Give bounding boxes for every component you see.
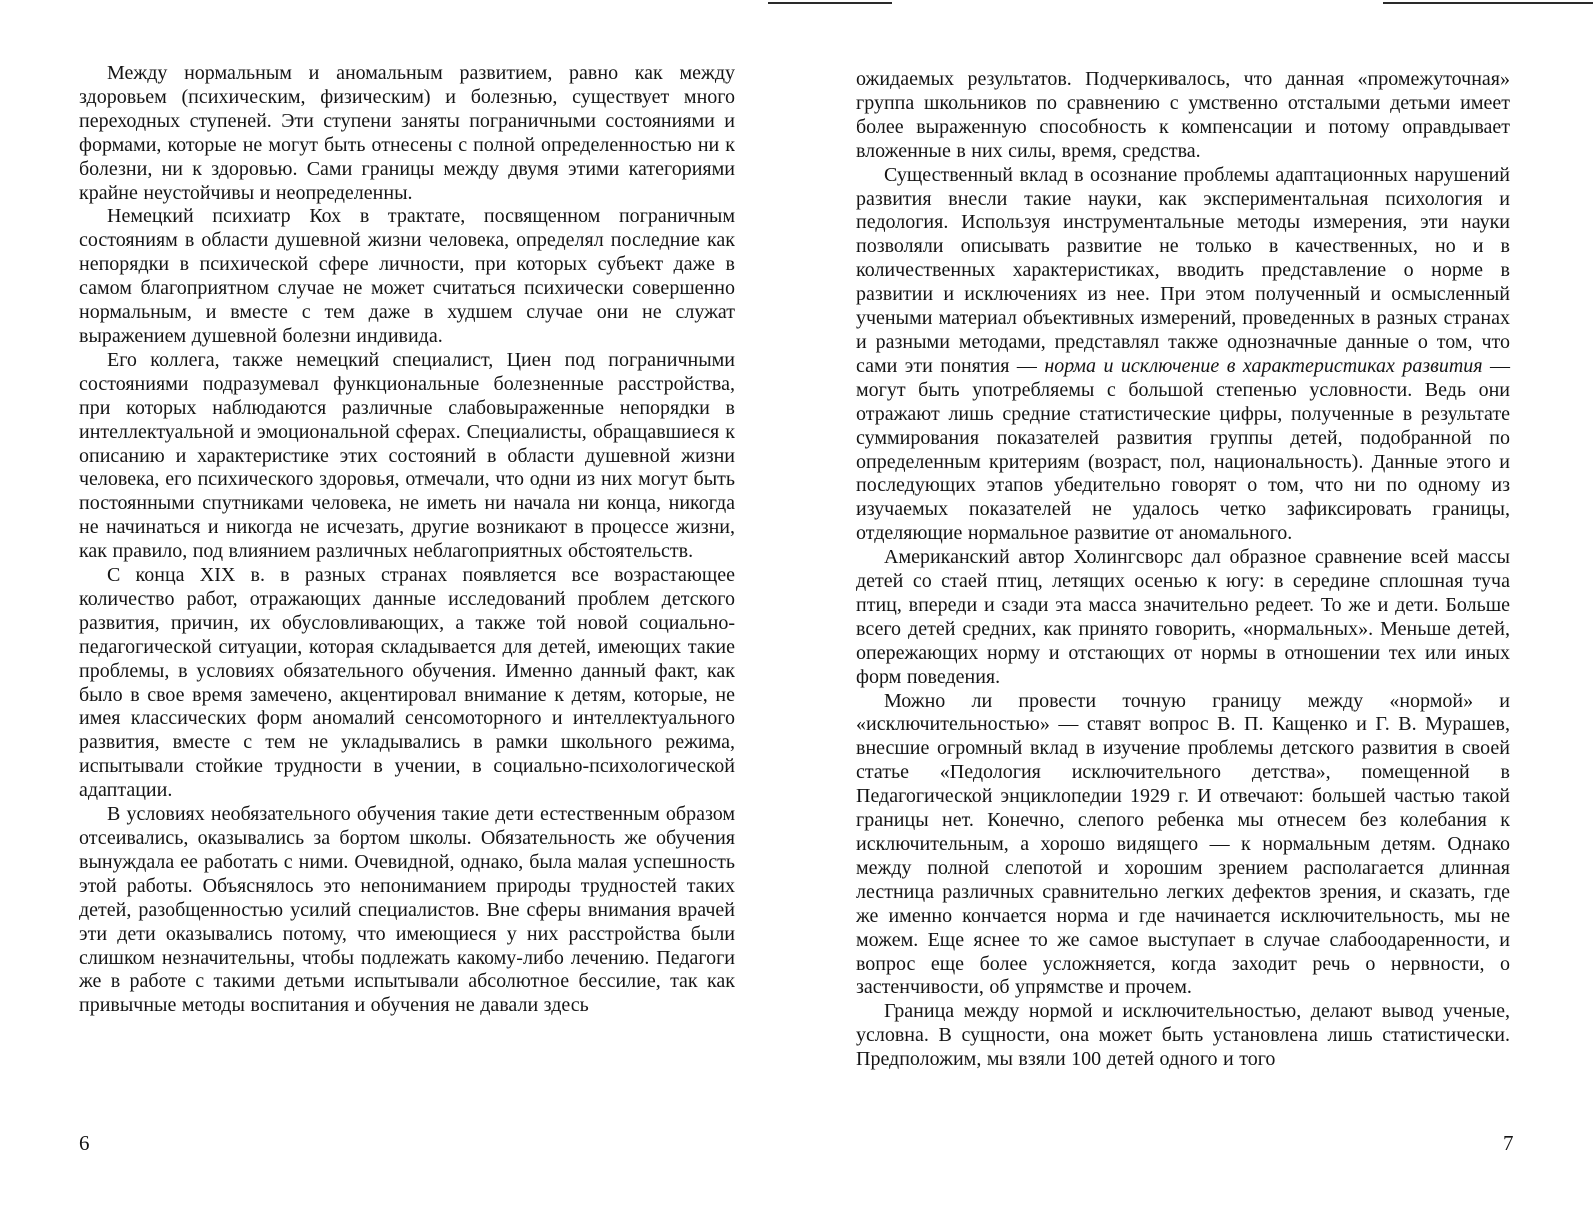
paragraph: Американский автор Холингсворс дал образное сравнение всей массы детей со стаей птиц, летящих осенью к югу: в середине сплошная туча птиц, впереди и сзади эта масса значительно редеет. То же и дети. Больше всего детей средних, как принято говорить, «нормальных». Меньше детей, опережающих норму и отстающих от нормы в отношении тех или иных форм поведения. [856,546,1510,688]
left-page [0,0,796,1205]
paragraph: Немецкий психиатр Кох в трактате, посвященном пограничным состояниям в области душевной жизни человека, определял последние как непорядки в психической сфере личности, при которых субъект даже в самом благоприятном случае не может считаться психически совершенно нормальным, и вместе с тем даже в худшем случае они не служат выражением душевной болезни индивида. [79,205,735,347]
left-page-text [79,62,735,1018]
emphasis-text: норма и исключение в характеристиках развития [1044,354,1483,377]
paragraph: С конца XIX в. в разных странах появляется все возрастающее количество работ, отражающих данные исследований проблем детского развития, причин, их обусловливающих, а также той новой социально-педагогической ситуации, которая складывается для детей, имеющих такие проблемы, в условиях обязательного обучения. Именно данный факт, как было в свое время замечено, акцентировал внимание к детям, которые, не имея классических форм аномалий сенсомоторного и интеллектуального развития, вместе с тем не укладывались в рамки школьного режима, испытывали стойкие трудности в учении, в социально-психологической адаптации. [79,564,735,802]
paragraph: В условиях необязательного обучения такие дети естественным образом отсеивались, оказывались за бортом школы. Обязательность же обучения вынуждала ее работать с ними. Очевидной, однако, была малая успешность этой работы. Объяснялось это непониманием природы трудностей таких детей, разобщенностью усилий специалистов. Вне сферы внимания врачей эти дети оказывались потому, что имеющиеся у них расстройства были слишком незначительны, чтобы подлежать какому-либо лечению. Педагоги же в работе с такими детьми испытывали абсолютное бессилие, так как привычные методы воспитания и обучения не давали здесь [79,803,735,1017]
paragraph-with-emphasis [856,164,1510,547]
right-page [796,0,1593,1205]
paragraph-text: — могут быть употребляемы с большой степенью условности. Ведь они отражают лишь средние статистические цифры, полученные в результате суммирования показателей развития группы детей, подобранной по определенным критериям (возраст, пол, национальность). Данные этого и последующих этапов убедительно говорят о том, что ни по одному из изучаемых показателей не удалось четко зафиксировать границы, отделяющие нормальное развитие от аномального. [856,354,1510,545]
page-number: 7 [1503,1131,1514,1155]
paragraph-text: Существенный вклад в осознание проблемы адаптационных нарушений развития внесли такие науки, как экспериментальная психология и педология. Используя инструментальные методы измерения, эти науки позволяли описывать развитие не только в качественных, но и в количественных характеристиках, вводить представление о норме в развитии и исключениях из нее. При этом полученный и осмысленный учеными материал объективных измерений, проведенных в разных странах и разными методами, представлял также однозначные данные о том, что сами эти понятия — [856,163,1510,377]
page-number: 6 [79,1131,90,1155]
right-page-text [856,68,1510,1072]
paragraph: Можно ли провести точную границу между «нормой» и «исключительностью» — ставят вопрос В. П. Кащенко и Г. В. Мурашев, внесшие огромный вклад в изучение проблемы детского развития в своей статье «Педология исключительного детства», помещенной в Педагогической энциклопедии 1929 г. И отвечают: большей частью такой границы нет. Конечно, слепого ребенка мы отнесем без колебания к исключительным, а хорошо видящего — к нормальным детям. Однако между полной слепотой и хорошим зрением располагается длинная лестница различных сравнительно легких дефектов зрения, и сказать, где же именно кончается норма и где начинается исключительность, мы не можем. Еще яснее то же самое выступает в случае слабоодаренности, и вопрос еще более усложняется, когда заходит речь о нервности, о застенчивости, об упрямстве и прочем. [856,689,1510,999]
paragraph: Между нормальным и аномальным развитием, равно как между здоровьем (психическим, физическим) и болезнью, существует много переходных ступеней. Эти ступени заняты пограничными состояниями и формами, которые не могут быть отнесены с полной определенностью ни к болезни, ни к здоровью. Сами границы между двумя этими категориями крайне неустойчивы и неопределенны. [79,62,735,204]
paragraph: Граница между нормой и исключительностью, делают вывод ученые, условна. В сущности, она может быть установлена лишь статистически. Предположим, мы взяли 100 детей одного и того [856,1000,1510,1071]
paragraph: Его коллега, также немецкий специалист, Циен под пограничными состояниями подразумевал функциональные болезненные расстройства, при которых наблюдаются различные слабовыраженные непорядки в интеллектуальной и эмоциональной сферах. Специалисты, обращавшиеся к описанию и характеристике этих состояний в области душевной жизни человека, его психического здоровья, отмечали, что одни из них могут быть постоянными спутниками человека, не иметь ни начала ни конца, никогда не начинаться и никогда не исчезать, другие возникают в процессе жизни, как правило, под влиянием различных неблагоприятных обстоятельств. [79,348,735,563]
paragraph-continued: ожидаемых результатов. Подчеркивалось, что данная «промежуточная» группа школьников по сравнению с умственно отсталыми детьми имеет более выраженную способность к компенсации и потому оправдывает вложенные в них силы, время, средства. [856,68,1510,162]
